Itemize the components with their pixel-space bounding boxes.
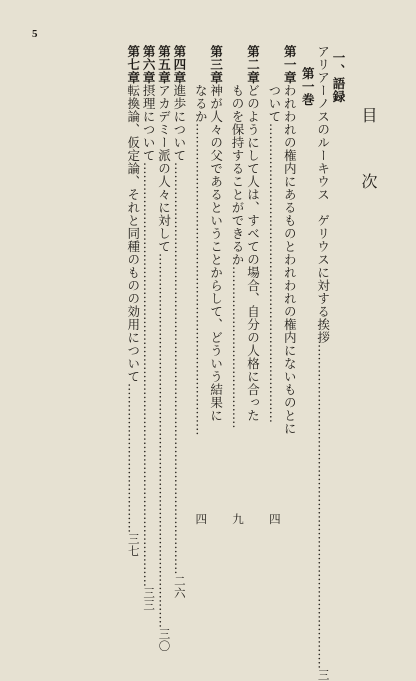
- toc-entry[interactable]: [123, 45, 141, 557]
- chapter-label: 第一章: [282, 45, 298, 84]
- entry-title: どのようにして人は、すべての場合、自分の人格に合った: [245, 84, 261, 422]
- toc-entry[interactable]: [280, 45, 298, 525]
- chapter-label: 第五章: [156, 45, 172, 84]
- table-of-contents: [123, 45, 378, 681]
- toc-entry[interactable]: [313, 45, 331, 681]
- entry-page: 四: [194, 513, 209, 525]
- toc-entry[interactable]: [243, 45, 261, 525]
- entry-title: 転換論、仮定論、それと同種のものの効用について: [125, 84, 141, 383]
- entry-title: われわれの権内にあるものとわれわれの権内にないものとに: [282, 84, 298, 435]
- leader-dots: ………………………………: [125, 383, 141, 533]
- entry-page: 二六: [172, 574, 187, 599]
- entry-title: アリアーノスのルーキウス ゲリウスに対する挨拶: [315, 45, 331, 344]
- toc-entry-continuation: [191, 45, 209, 525]
- leader-dots: …………………………………………………………………: [193, 123, 209, 436]
- leader-dots: …………………………………: [230, 266, 246, 429]
- toc-entry[interactable]: [154, 45, 172, 652]
- entry-title: 進歩について: [171, 84, 187, 162]
- entry-title-cont: ついて: [266, 84, 282, 123]
- toc-title-char-1: 目: [359, 107, 378, 123]
- volume-heading: 第一巻: [300, 67, 316, 106]
- entry-page: 九: [231, 513, 246, 525]
- toc-entry[interactable]: [206, 45, 224, 525]
- entry-page: 四: [267, 513, 282, 525]
- entry-page: 三七: [126, 533, 141, 557]
- section-heading: 一、語録: [331, 51, 346, 103]
- toc-title-char-2: 次: [359, 173, 378, 190]
- toc-entry-continuation: [228, 45, 246, 525]
- leader-dots: ………………………………………………………………………………: [156, 253, 172, 628]
- entry-title: 摂理について: [141, 84, 157, 162]
- toc-entry[interactable]: [169, 45, 187, 599]
- chapter-label: 第七章: [125, 45, 141, 84]
- leader-dots: ……………………………………………………………………: [315, 344, 331, 669]
- page-number: 5: [32, 28, 38, 40]
- leader-dots: …………………………………………………………………………………………: [141, 162, 157, 587]
- chapter-label: 第四章: [171, 45, 187, 84]
- entry-title: アカデミー派の人々に対して: [156, 84, 172, 253]
- entry-title-cont: ものを保持することができるか: [230, 84, 246, 266]
- entry-title: 神が人々の父であるということからして、どういう結果に: [208, 84, 224, 422]
- toc-title: [358, 45, 376, 525]
- chapter-label: 第二章: [245, 45, 261, 84]
- leader-dots: ………………………………………………………………: [266, 123, 282, 423]
- toc-entry[interactable]: [139, 45, 157, 611]
- entry-page: 三三: [142, 587, 157, 611]
- leader-dots: ………………………………………………………………………………………: [171, 162, 187, 575]
- chapter-label: 第三章: [208, 45, 224, 84]
- toc-entry-continuation: [264, 45, 282, 525]
- entry-page: 三: [316, 669, 331, 681]
- entry-page: 三〇: [157, 628, 172, 652]
- chapter-label: 第六章: [141, 45, 157, 84]
- entry-title-cont: なるか: [193, 84, 209, 123]
